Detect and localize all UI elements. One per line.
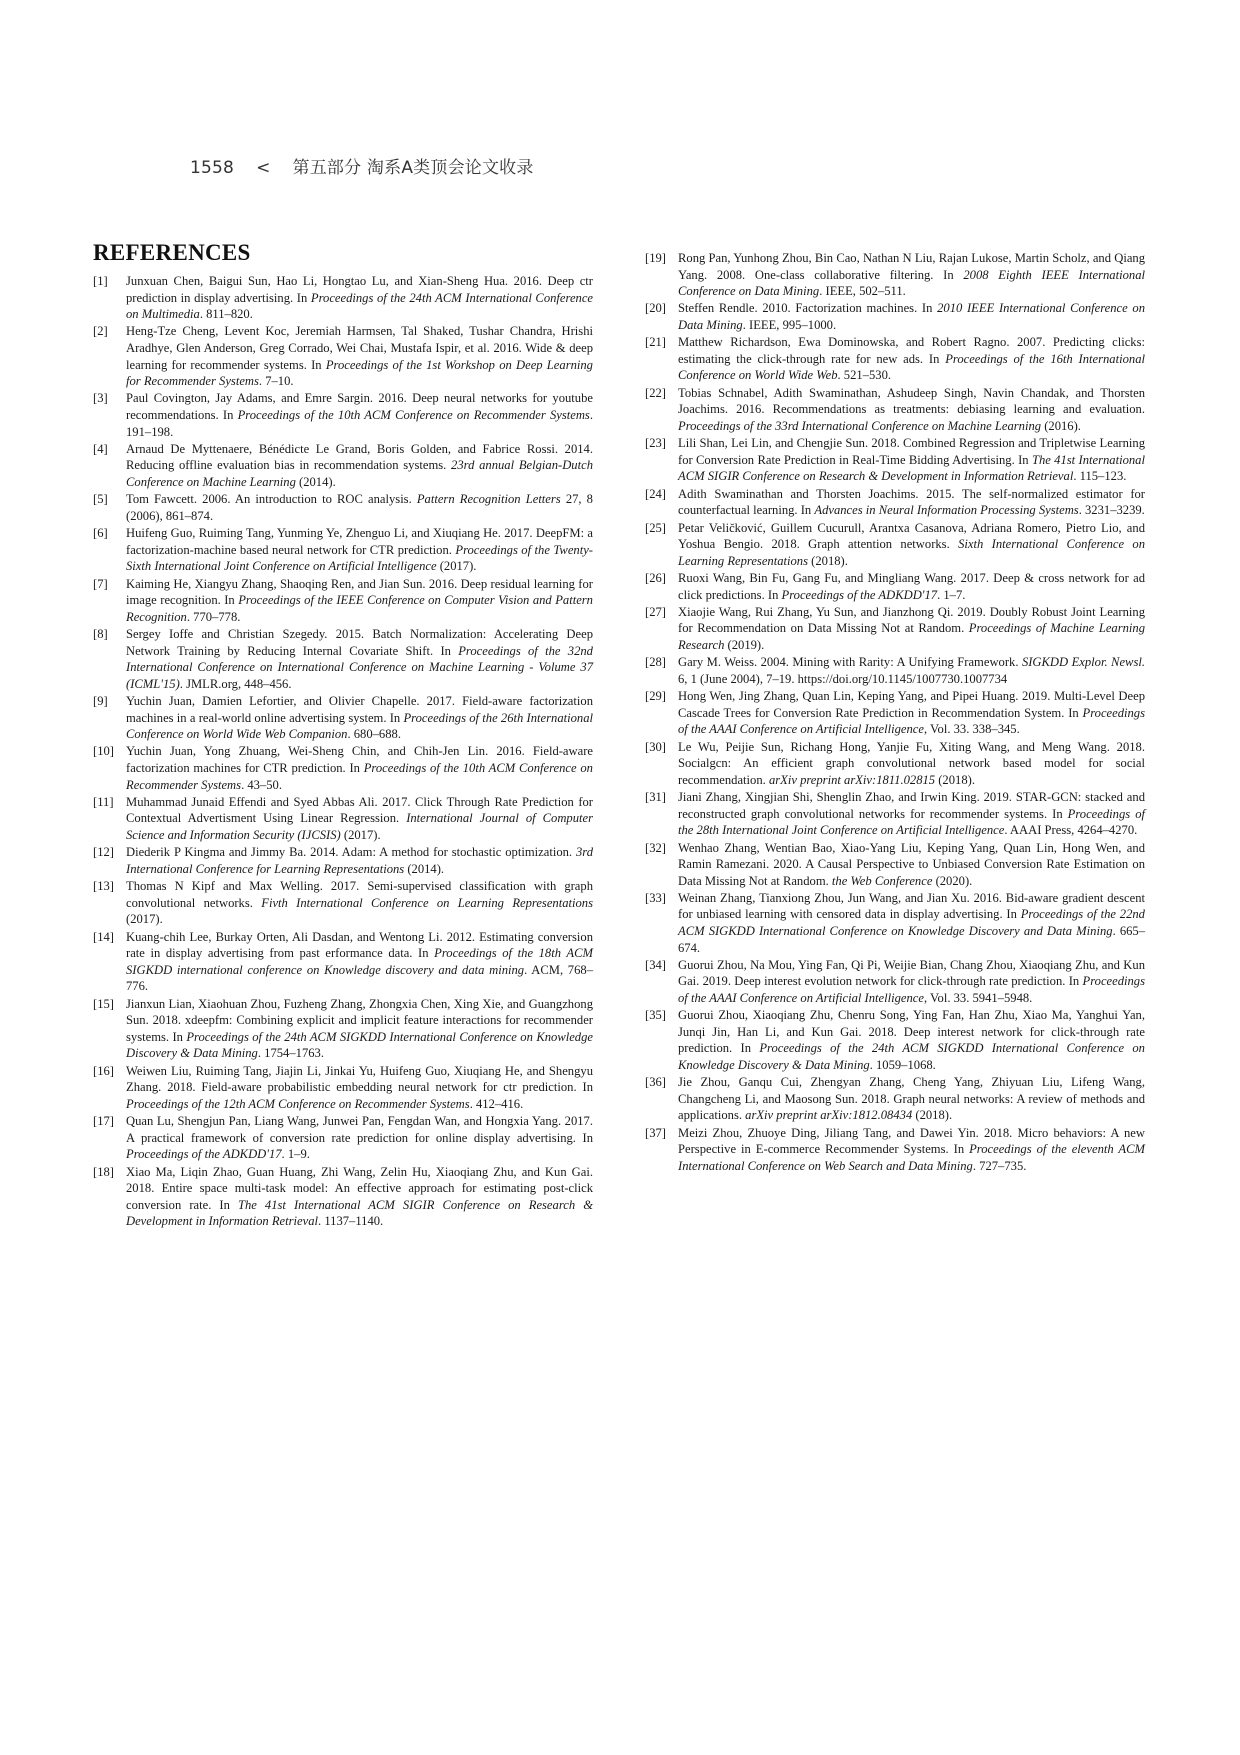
reference-venue: Proceedings of the 12th ACM Conference on Recommender Systems <box>126 1096 470 1111</box>
reference-item <box>93 323 593 389</box>
reference-number: [33] <box>645 890 666 905</box>
reference-number: [27] <box>645 604 666 619</box>
reference-venue: Proceedings of the 10th ACM Conference on Recommender Systems <box>126 761 593 792</box>
reference-venue: Sixth International Conference on Learning Representations <box>678 537 1146 568</box>
reference-venue: Proceedings of the 24th ACM International Conference on Multimedia <box>126 290 594 322</box>
reference-authors-title: Guorui Zhou, Na Mou, Ying Fan, Qi Pi, Weijie Bian, Chang Zhou, Xiaoqiang Zhu, and Kun Gai. 2019. Deep interest evolution network for click-through rate prediction. In <box>678 957 1145 989</box>
reference-venue: Pattern Recognition Letters <box>416 492 561 507</box>
reference-venue: Proceedings of the ADKDD'17 <box>126 1147 282 1162</box>
reference-venue: Proceedings of the 1st Workshop on Deep Learning for Recommender Systems <box>126 357 593 389</box>
reference-item <box>645 654 1145 687</box>
reference-details: 6, 1 (June 2004), 7–19. https://doi.org/10.1145/1007730.1007734 <box>678 671 1008 686</box>
reference-authors-title: Gary M. Weiss. 2004. Mining with Rarity: A Unifying Framework. <box>678 655 1022 670</box>
reference-number: [34] <box>645 957 666 972</box>
reference-item <box>93 1164 593 1230</box>
reference-details: . 811–820. <box>199 307 253 322</box>
reference-details: . 1–7. <box>937 587 966 602</box>
reference-number: [10] <box>93 744 114 759</box>
reference-venue: Proceedings of the 28th International Joint Conference on Artificial Intelligence <box>678 806 1145 838</box>
reference-number: [11] <box>93 794 114 809</box>
reference-details: (2018). <box>912 1108 953 1123</box>
reference-details: . 1754–1763. <box>257 1046 324 1061</box>
reference-venue: Proceedings of the 10th ACM Conference on Recommender Systems <box>237 407 590 422</box>
reference-number: [20] <box>645 301 666 316</box>
reference-authors-title: Kuang-chih Lee, Burkay Orten, Ali Dasdan, and Wentong Li. 2012. Estimating conversion rate in display advertising from past erformance data. In <box>126 929 593 961</box>
reference-venue: Proceedings of Machine Learning Research <box>678 621 1146 652</box>
reference-details: (2019). <box>724 637 765 652</box>
reference-authors-title: Junxuan Chen, Baigui Sun, Hao Li, Hongtao Lu, and Xian-Sheng Hua. 2016. Deep ctr prediction in display advertising. In <box>126 274 593 305</box>
reference-authors-title: Rong Pan, Yunhong Zhou, Bin Cao, Nathan N Liu, Rajan Lukose, Martin Scholz, and Qiang Yang. 2008. One-class collaborative filtering. In <box>678 251 1145 282</box>
reference-item <box>645 486 1145 519</box>
reference-details: 27, 8 (2006), 861–874. <box>126 492 593 523</box>
reference-item <box>645 957 1145 1007</box>
reference-item <box>645 688 1145 738</box>
reference-details: . 770–778. <box>186 609 241 624</box>
reference-item <box>93 743 593 793</box>
reference-number: [23] <box>645 436 666 451</box>
reference-number: [6] <box>93 526 108 541</box>
reference-authors-title: Jianxun Lian, Xiaohuan Zhou, Fuzheng Zhang, Zhongxia Chen, Xing Xie, and Guangzhong Sun. 2018. xdeepfm: Combining explicit and implicit feature interactions for recommender systems. In <box>126 996 593 1044</box>
reference-authors-title: Diederik P Kingma and Jimmy Ba. 2014. Adam: A method for stochastic optimization. <box>126 845 576 860</box>
references-column-right <box>645 250 1145 1175</box>
reference-number: [15] <box>93 996 114 1011</box>
reference-venue: Proceedings of the 16th International Conference on World Wide Web <box>678 351 1145 383</box>
reference-number: [24] <box>645 486 666 501</box>
reference-venue: The 41st International ACM SIGIR Conference on Research & Development in Information Retrieval <box>126 1197 593 1229</box>
reference-number: [36] <box>645 1075 666 1090</box>
reference-number: [18] <box>93 1164 114 1179</box>
reference-authors-title: Adith Swaminathan and Thorsten Joachims. 2015. The self-normalized estimator for counterfactual learning. In <box>678 486 1145 518</box>
reference-venue: Proceedings of the 26th International Conference on World Wide Web Companion <box>126 710 594 742</box>
reference-item <box>645 604 1145 654</box>
reference-item <box>645 300 1145 333</box>
references-heading: REFERENCES <box>93 240 251 265</box>
reference-details: (2018). <box>808 553 848 568</box>
reference-venue: arXiv preprint arXiv:1811.02815 <box>768 772 936 787</box>
reference-venue: Proceedings of the Twenty-Sixth International Joint Conference on Artificial Intelligence <box>126 542 593 574</box>
reference-number: [32] <box>645 840 666 855</box>
reference-item <box>93 929 593 995</box>
reference-number: [26] <box>645 570 666 585</box>
reference-authors-title: Meizi Zhou, Zhuoye Ding, Jiliang Tang, and Dawei Yin. 2018. Micro behaviors: A new Perspective in E-commerce Recommender Systems. In <box>678 1125 1145 1157</box>
reference-item <box>93 273 593 323</box>
reference-number: [9] <box>93 694 108 709</box>
reference-number: [22] <box>645 385 666 400</box>
reference-authors-title: Quan Lu, Shengjun Pan, Liang Wang, Junwei Pan, Fengdan Wan, and Hongxia Yang. 2017. A practical framework of conversion rate prediction for online display advertising. In <box>126 1114 593 1145</box>
reference-details: (2017). <box>126 912 163 927</box>
reference-venue: Proceedings of the ADKDD'17 <box>781 587 938 602</box>
reference-authors-title: Heng-Tze Cheng, Levent Koc, Jeremiah Harmsen, Tal Shaked, Tushar Chandra, Hrishi Aradhye, Glen Anderson, Greg Corrado, Wei Chai, Mustafa Ispir, et al. 2016. Wide & deep learning for recommender systems. In <box>126 324 593 372</box>
reference-authors-title: Petar Veličković, Guillem Cucurull, Arantxa Casanova, Adriana Romero, Pietro Lio, and Yoshua Bengio. 2018. Graph attention networks. <box>678 520 1145 552</box>
reference-authors-title: Weiwen Liu, Ruiming Tang, Jiajin Li, Jinkai Yu, Huifeng Guo, Xiuqiang He, and Shengyu Zhang. 2018. Field-aware probabilistic embedding neural network for ctr prediction. In <box>126 1063 593 1095</box>
reference-details: . 1059–1068. <box>869 1058 936 1072</box>
reference-venue: SIGKDD Explor. Newsl. <box>1021 655 1145 670</box>
reference-item <box>93 491 593 524</box>
reference-authors-title: Yuchin Juan, Damien Lefortier, and Olivier Chapelle. 2017. Field-aware factorization machines in a real-world online advertising system. In <box>126 694 593 725</box>
reference-details: . 191–198. <box>126 407 593 439</box>
reference-number: [16] <box>93 1063 114 1078</box>
header-separator: < <box>256 158 271 178</box>
reference-venue: 3rd International Conference for Learning Representations <box>126 845 593 876</box>
reference-details: (2020). <box>932 873 973 888</box>
reference-number: [29] <box>645 689 666 704</box>
reference-details: (2017). <box>436 559 477 574</box>
reference-venue: The 41st International ACM SIGIR Conference on Research & Development in Information Retrieval <box>678 452 1145 484</box>
reference-item <box>93 441 593 491</box>
running-header <box>190 153 534 178</box>
reference-number: [1] <box>93 274 108 288</box>
reference-number: [12] <box>93 845 114 860</box>
reference-number: [17] <box>93 1114 114 1129</box>
reference-authors-title: Lili Shan, Lei Lin, and Chengjie Sun. 2018. Combined Regression and Tripletwise Learning for Conversion Rate Prediction in Real-Time Bidding Advertising. In <box>678 436 1145 467</box>
reference-venue: Proceedings of the 18th ACM SIGKDD international conference on Knowledge discovery and data mining <box>126 946 593 977</box>
reference-item <box>645 789 1145 839</box>
reference-authors-title: Matthew Richardson, Ewa Dominowska, and Robert Ragno. 2007. Predicting clicks: estimating the click-through rate for new ads. In <box>678 335 1145 366</box>
reference-number: [13] <box>93 879 114 894</box>
reference-item <box>93 878 593 928</box>
reference-details: (2014). <box>404 861 445 876</box>
reference-details: . 1137–1140. <box>318 1214 384 1229</box>
reference-item <box>645 250 1145 300</box>
reference-details: . JMLR.org, 448–456. <box>179 676 292 691</box>
reference-authors-title: Ruoxi Wang, Bin Fu, Gang Fu, and Mingliang Wang. 2017. Deep & cross network for ad click predictions. In <box>678 570 1145 602</box>
reference-venue: Proceedings of the 24th ACM SIGKDD International Conference on Knowledge Discovery & Data Mining <box>126 1029 593 1061</box>
reference-authors-title: Paul Covington, Jay Adams, and Emre Sargin. 2016. Deep neural networks for youtube recommendations. In <box>126 391 593 422</box>
reference-details: . 1–9. <box>281 1147 310 1162</box>
reference-item <box>93 844 593 877</box>
reference-venue: 2010 IEEE International Conference on Data Mining <box>678 301 1145 332</box>
reference-number: [25] <box>645 520 666 535</box>
reference-item <box>93 794 593 844</box>
reference-item <box>645 1074 1145 1124</box>
reference-item <box>645 890 1145 956</box>
reference-authors-title: Steffen Rendle. 2010. Factorization machines. In <box>678 301 938 316</box>
reference-venue: 2008 Eighth IEEE International Conference on Data Mining <box>678 267 1145 299</box>
reference-venue: arXiv preprint arXiv:1812.08434 <box>745 1108 913 1123</box>
reference-authors-title: Jie Zhou, Ganqu Cui, Zhengyan Zhang, Cheng Yang, Zhiyuan Liu, Lifeng Wang, Changcheng Li, and Maosong Sun. 2018. Graph neural networks: A review of methods and applications. <box>678 1075 1145 1123</box>
reference-number: [4] <box>93 441 108 456</box>
reference-venue: Proceedings of the 24th ACM SIGKDD International Conference on Knowledge Discovery & Data Mining <box>678 1041 1145 1072</box>
reference-details: . 665–674. <box>678 924 1146 955</box>
reference-venue: Proceedings of the eleventh ACM International Conference on Web Search and Data Mining <box>678 1142 1145 1173</box>
reference-authors-title: Thomas N Kipf and Max Welling. 2017. Semi-supervised classification with graph convolutional networks. <box>126 879 593 910</box>
reference-number: [31] <box>645 790 666 805</box>
reference-authors-title: Wenhao Zhang, Wentian Bao, Xiao-Yang Liu, Keping Yang, Quan Lin, Hong Wen, and Ramin Ramezani. 2020. A Causal Perspective to Unbiased Conversion Rate Estimation on Data Missing Not at Random. <box>678 840 1145 888</box>
reference-details: . 680–688. <box>347 727 401 742</box>
reference-item <box>93 576 593 626</box>
reference-number: [3] <box>93 391 108 406</box>
reference-item <box>645 570 1145 603</box>
reference-details: (2018). <box>935 772 975 787</box>
reference-authors-title: Huifeng Guo, Ruiming Tang, Yunming Ye, Zhenguo Li, and Xiuqiang He. 2017. DeepFM: a factorization-machine based neural network for CTR prediction. <box>126 526 593 557</box>
references-column-left <box>93 273 593 1231</box>
reference-authors-title: Arnaud De Myttenaere, Bénédicte Le Grand, Boris Golden, and Fabrice Rossi. 2014. Reducing offline evaluation bias in recommendation systems. <box>126 441 593 473</box>
reference-item <box>93 1113 593 1163</box>
section-title: 第五部分 淘系A类顶会论文收录 <box>292 158 534 178</box>
reference-item <box>645 385 1145 435</box>
reference-number: [21] <box>645 335 666 350</box>
reference-details: (2016). <box>1041 418 1081 433</box>
reference-item <box>93 1063 593 1113</box>
reference-item <box>645 520 1145 570</box>
reference-authors-title: Xiao Ma, Liqin Zhao, Guan Huang, Zhi Wang, Zelin Hu, Xiaoqiang Zhu, and Kun Gai. 2018. Entire space multi-task model: An effective approach for estimating post-click conversion rate. In <box>126 1164 593 1212</box>
reference-number: [14] <box>93 929 114 944</box>
reference-number: [7] <box>93 576 108 591</box>
reference-details: . 727–735. <box>972 1158 1027 1173</box>
reference-item <box>645 435 1145 485</box>
reference-item <box>645 1125 1145 1175</box>
reference-authors-title: Tom Fawcett. 2006. An introduction to ROC analysis. <box>126 492 417 507</box>
reference-item <box>93 525 593 575</box>
reference-authors-title: Xiaojie Wang, Rui Zhang, Yu Sun, and Jianzhong Qi. 2019. Doubly Robust Joint Learning for Recommendation on Data Missing Not at Random. <box>678 604 1145 636</box>
reference-authors-title: Sergey Ioffe and Christian Szegedy. 2015. Batch Normalization: Accelerating Deep Network Training by Reducing Internal Covariate Shift. In <box>126 627 593 658</box>
reference-authors-title: Weinan Zhang, Tianxiong Zhou, Jun Wang, and Jian Xu. 2016. Bid-aware gradient descent for unbiased learning with censored data in display advertising. In <box>678 890 1145 922</box>
reference-venue: the Web Conference <box>831 873 933 888</box>
reference-venue: Fivth International Conference on Learning Representations <box>261 895 593 910</box>
reference-number: [2] <box>93 324 108 339</box>
reference-item <box>645 840 1145 890</box>
reference-venue: Proceedings of the 33rd International Conference on Machine Learning <box>678 418 1042 433</box>
reference-details: . 412–416. <box>469 1096 524 1111</box>
reference-details: . IEEE, 995–1000. <box>742 317 837 332</box>
reference-number: [5] <box>93 492 108 507</box>
reference-authors-title: Guorui Zhou, Xiaoqiang Zhu, Chenru Song, Ying Fan, Han Zhu, Xiao Ma, Yanghui Yan, Junqi Jin, Han Li, and Kun Gai. 2018. Deep interest network for click-through rate prediction. In <box>678 1008 1145 1056</box>
reference-item <box>93 996 593 1062</box>
reference-details: . 7–10. <box>258 374 294 389</box>
reference-item <box>93 626 593 692</box>
reference-item <box>93 693 593 743</box>
reference-venue: Proceedings of the IEEE Conference on Computer Vision and Pattern Recognition <box>126 593 593 624</box>
reference-venue: Proceedings of the AAAI Conference on Artificial Intelligence <box>678 974 1145 1006</box>
reference-details: . ACM, 768–776. <box>126 962 593 994</box>
reference-details: . IEEE, 502–511. <box>819 284 906 299</box>
reference-details: . 3231–3239. <box>1078 503 1145 518</box>
reference-authors-title: Muhammad Junaid Effendi and Syed Abbas Ali. 2017. Click Through Rate Prediction for Contextual Advertisment Using Linear Regression. <box>126 794 593 826</box>
reference-item <box>93 390 593 440</box>
reference-venue: 23rd annual Belgian-Dutch Conference on Machine Learning <box>126 458 593 489</box>
reference-venue: Proceedings of the 32nd International Conference on International Conference on Machine Learning - Volume 37 (ICML'15) <box>126 643 593 691</box>
reference-authors-title: Jiani Zhang, Xingjian Shi, Shenglin Zhao, and Irwin King. 2019. STAR-GCN: stacked and reconstructed graph convolutional networks for recommender systems. In <box>678 790 1145 821</box>
reference-authors-title: Hong Wen, Jing Zhang, Quan Lin, Keping Yang, and Pipei Huang. 2019. Multi-Level Deep Cascade Trees for Conversion Rate Prediction in Recommendation System. In <box>678 689 1145 720</box>
reference-number: [28] <box>645 655 666 670</box>
reference-details: . 43–50. <box>241 777 282 792</box>
reference-venue: Advances in Neural Information Processing Systems <box>814 503 1079 518</box>
reference-item <box>645 334 1145 384</box>
page-number: 1558 <box>190 158 235 178</box>
reference-number: [8] <box>93 627 108 642</box>
reference-number: [35] <box>645 1008 666 1023</box>
reference-venue: Proceedings of the 22nd ACM SIGKDD International Conference on Knowledge Discovery and Data Mining <box>678 907 1145 939</box>
reference-venue: International Journal of Computer Science and Information Security (IJCSIS) <box>126 811 593 843</box>
reference-authors-title: Kaiming He, Xiangyu Zhang, Shaoqing Ren, and Jian Sun. 2016. Deep residual learning for image recognition. In <box>126 576 593 608</box>
reference-number: [37] <box>645 1125 666 1140</box>
reference-venue: Proceedings of the AAAI Conference on Artificial Intelligence <box>678 705 1145 737</box>
reference-authors-title: Tobias Schnabel, Adith Swaminathan, Ashudeep Singh, Navin Chandak, and Thorsten Joachims. 2016. Recommendations as treatments: debiasing learning and evaluation. <box>678 385 1145 417</box>
reference-authors-title: Le Wu, Peijie Sun, Richang Hong, Yanjie Fu, Xiting Wang, and Meng Wang. 2018. Socialgcn: An efficient graph convolutional network based model for social recommendation. <box>678 739 1145 787</box>
reference-details: . AAAI Press, 4264–4270. <box>1004 823 1138 838</box>
reference-details: (2017). <box>340 828 381 843</box>
reference-details: , Vol. 33. 338–345. <box>923 722 1020 737</box>
reference-details: . 521–530. <box>837 368 892 383</box>
reference-item <box>645 739 1145 789</box>
reference-authors-title: Yuchin Juan, Yong Zhuang, Wei-Sheng Chin, and Chih-Jen Lin. 2016. Field-aware factorization machines for CTR prediction. In <box>126 744 593 776</box>
reference-details: (2014). <box>295 474 336 489</box>
reference-details: . 115–123. <box>1073 469 1127 484</box>
reference-number: [19] <box>645 251 666 265</box>
reference-details: , Vol. 33. 5941–5948. <box>923 991 1033 1006</box>
reference-number: [30] <box>645 739 666 754</box>
reference-item <box>645 1007 1145 1073</box>
